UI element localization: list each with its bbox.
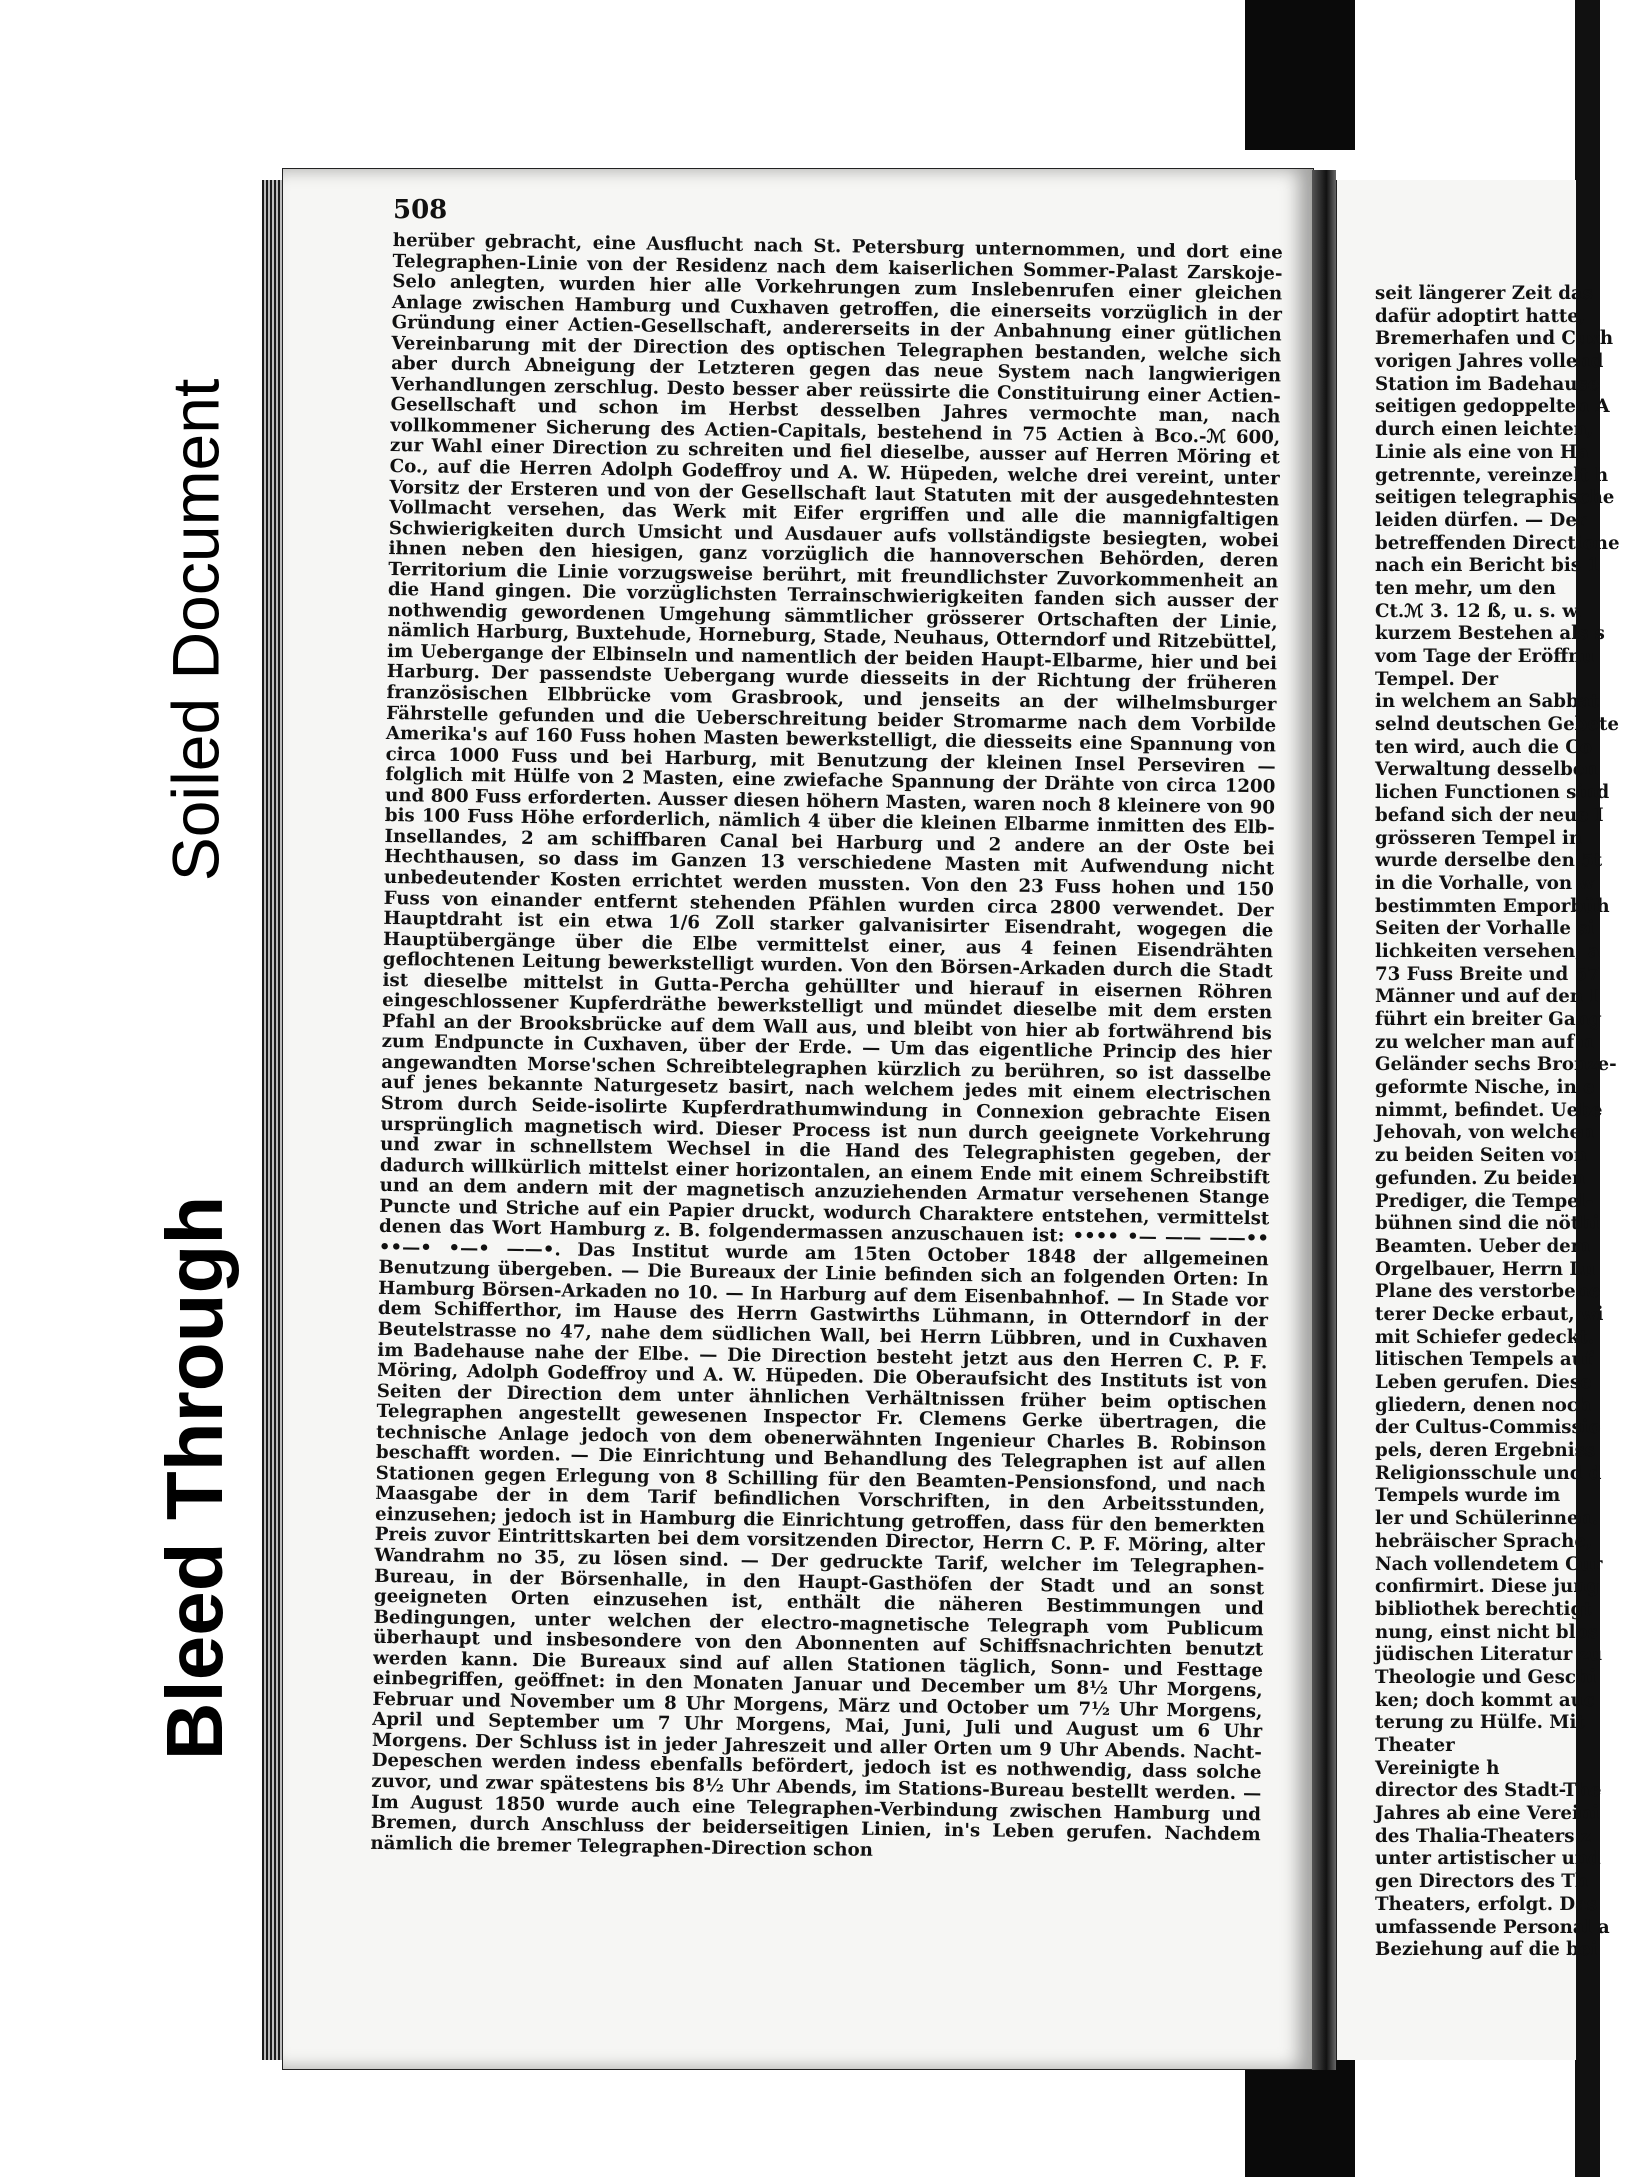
right-page-line: selnd deutschen Gebete [1375,714,1619,736]
right-page-line: director des Stadt-The [1375,1780,1602,1802]
right-page-line: Linie als eine von Ha [1375,441,1589,463]
right-page-line: Ct.ℳ 3. 12 ß, u. s. w. [1375,600,1583,622]
right-page-line: seitigen gedoppelten A [1375,396,1610,418]
right-page-line: kurzem Bestehen als s [1375,623,1605,645]
right-page-line: confirmirt. Diese jung [1375,1576,1600,1598]
black-bar-bottom [1245,2060,1355,2177]
right-page-line: durch einen leichten, [1375,419,1594,441]
right-page-line: mit Schiefer gedeckt. [1375,1326,1595,1348]
right-page-line: nung, einst nicht blos [1375,1621,1598,1643]
right-page-line: Religionsschule und d [1375,1462,1602,1484]
right-page-line: Station im Badehause [1375,373,1600,395]
black-bar-top [1245,0,1355,150]
right-page-line: bibliothek berechtigt [1375,1598,1592,1620]
right-page-line: in welchem an Sabbat [1375,691,1599,713]
right-page-line: Tempel. Der [1375,668,1499,690]
right-page-line: ten mehr, um den [1375,577,1556,599]
right-page-line: nimmt, befindet. Uebe [1375,1099,1603,1121]
right-page-line: Männer und auf den I [1375,986,1598,1008]
right-page-line: Theater [1375,1735,1455,1756]
right-page-line: litischen Tempels auf [1375,1349,1593,1371]
right-page-line: 73 Fuss Breite und 57 [1375,963,1600,985]
page-number: 508 [393,195,448,225]
right-page-line: Vereinigte h [1375,1757,1500,1779]
right-page-line: betreffenden Directione [1375,532,1620,554]
right-page-line: gen Directors des Th [1375,1871,1589,1893]
right-page-line: Leben gerufen. Diese [1375,1372,1592,1393]
right-page-line: geformte Nische, in e [1375,1077,1595,1099]
right-page-line: Beamten. Ueber dem [1375,1235,1590,1257]
right-page [1336,180,1620,2060]
left-page-body-text: herüber gebracht, eine Ausflucht nach St. Petersburg unternommen, und dort eine Telegraphen-Linie von der Residenz nach dem kaiserlichen Sommer-Palast Zarskoje-Selo anlegten, wurden hier alle Vorkehrungen zum Inslebenrufen einer gleichen Anlage zwischen Hamburg und Cuxhaven getroffen, die einerseits vorzüglich in der Gründung einer Actien-Gesellschaft, andererseits in der Anbahnung einer gütlichen Vereinbarung mit der Direction des optischen Telegraphen bestanden, welche sich aber durch Abneigung der Letzteren gegen das neue System nach langwierigen Verhandlungen zerschlug. Desto besser aber reüssirte die Constituirung einer Actien-Gesellschaft und schon im Herbst desselben Jahres vermochte man, nach vollkommener Sicherung des Actien-Capitals, bestehend in 75 Actien à Bco.-ℳ 600, zur Wahl einer Direction zu schreiten und fiel dieselbe, ausser auf Herren Möring et Co., auf die Herren Adolph Godeffroy und A. W. Hüpeden, welche drei vereint, unter Vorsitz der Ersteren und von der Gesellschaft laut Statuten mit der ausgedehntesten Vollmacht versehen, das Werk mit Eifer ergriffen und alle die mannigfaltigen Schwierigkeiten durch Umsicht und Ausdauer aufs vollständigste besiegten, wobei ihnen neben den hiesigen, ganz vorzüglich die hannoverschen Behörden, deren Territorium die Linie vorzugsweise berührt, mit freundlichster Zuvorkommenheit an die Hand gingen. Die vorzüglichsten Terrainschwierigkeiten fanden sich ausser der nothwendig gewordenen Umgehung sämmtlicher grösserer Ortschaften der Linie, nämlich Harburg, Buxtehude, Horneburg, Stade, Neuhaus, Otterndorf und Ritzebüttel, im Uebergange der Elbinseln und namentlich der beiden Haupt-Elbarme, hier und bei Harburg. Der passendste Uebergang wurde diesseits in der Richtung der früheren französischen Elbbrücke vom Grasbrook, und jenseits an der wilhelmsburger Fährstelle gefunden und die Ueberschreitung beider Stromarme nach dem Vorbilde Amerika's auf 160 Fuss hohen Masten bewerkstelligt, die diesseits eine Spannung von circa 1000 Fuss und bei Harburg, mit Benutzung der kleinen Insel Perseviren — folglich mit Hülfe von 2 Masten, eine zwiefache Spannung der Drähte von circa 1200 und 800 Fuss erforderten. Ausser diesen höhern Masten, waren noch 8 kleinere von 90 bis 100 Fuss Höhe erforderlich, nämlich 4 über die kleinen Elbarme inmitten des Elb-Insellandes, 2 am schiffbaren Canal bei Harburg und 2 andere an der Oste bei Hechthausen, so dass im Ganzen 13 verschiedene Masten mit Aufwendung nicht unbedeutender Kosten errichtet werden mussten. Von den 23 Fuss hohen und 150 Fuss von einander entfernt stehenden Pfählen wurden circa 2800 verwendet. Der Hauptdraht ist ein etwa 1/6 Zoll starker galvanisirter Eisendraht, wogegen die Hauptübergänge über die Elbe vermittelst einer, aus 4 feinen Eisendrähten geflochtenen Leitung bewerkstelligt wurden. Von den Börsen-Arkaden durch die Stadt ist dieselbe mittelst in Gutta-Percha gehüllter und hierauf in eisernen Röhren eingeschlossener Kupferdräthe bewerkstelligt und mündet dieselbe mit dem ersten Pfahl an der Brooksbrücke auf dem Wall aus, und bleibt von hier ab fortwährend bis zum Endpuncte in Cuxhaven, über der Erde. — Um das eigentliche Princip des hier angewandten Morse'schen Schreibtelegraphen kürzlich zu berühren, so ist dasselbe auf jenes bekannte Naturgesetz basirt, nach welchem jedes mit einem electrischen Strom durch Seide-isolirte Kupferdrathumwindung in Connexion gebrachte Eisen ursprünglich magnetisch wird. Dieser Process ist nun durch geeignete Vorkehrung und zwar in schnellstem Wechsel in die Hand des Telegraphisten gegeben, der dadurch willkürlich mittelst einer horizontalen, an einem Ende mit einem Schreibstift und an dem andern mit der magnetisch anzuziehenden Armatur versehenen Stange Puncte und Striche auf ein Papier druckt, wodurch Charaktere entstehen, vermittelst denen das Wort Hamburg z. B. folgendermassen anzuschauen ist: •••• •— —— ——•• ••—• •—• ——•. Das Institut wurde am 15ten October 1848 der allgemeinen Benutzung übergeben. — Die Bureaux der Linie befinden sich an folgenden Orten: In Hamburg Börsen-Arkaden no 10. — In Harburg auf dem Eisenbahnhof. — In Stade vor dem Schifferthor, im Hause des Herrn Gastwirths Lühmann, in Otterndorf in der Beutelstrasse no 47, nahe dem südlichen Wall, bei Herrn Lübbren, und in Cuxhaven im Badehause nahe der Elbe. — Die Direction besteht jetzt aus den Herren C. P. F. Möring, Adolph Godeffroy und A. W. Hüpeden. Die Oberaufsicht des Instituts ist von Seiten der Direction dem unter ähnlichen Verhältnissen früher beim optischen Telegraphen angestellt gewesenen Inspector Fr. Clemens Gerke übertragen, die technische Anlage jedoch von dem obenerwähnten Ingenieur Charles B. Robinson beschafft worden. — Die Einrichtung und Behandlung des Telegraphen ist auf allen Stationen gegen Erlegung von 8 Schilling für den Beamten-Pensionsfond, und nach Maasgabe der in dem Tarif befindlichen Vorschriften, in den Arbeitsstunden, einzusehen; jedoch ist in Hamburg die Einrichtung getroffen, dass für den bemerkten Preis zuvor Eintrittskarten bei dem vorsitzenden Director, Herrn C. P. F. Möring, alter Wandrahm no 35, zu lösen sind. — Der gedruckte Tarif, welcher im Telegraphen-Bureau, in der Börsenhalle, in den Haupt-Gasthöfen der Stadt und an sonst geeigneten Orten einzusehen ist, enthält die näheren Bestimmungen und Bedingungen, unter welchen der electro-magnetische Telegraph vom Publicum überhaupt und insbesondere von den Abonnenten auf Schiffsnachrichten benutzt werden kann. Die Bureaux sind auf allen Stationen täglich, Sonn- und Festtage einbegriffen, geöffnet: in den Monaten Januar und December um 8½ Uhr Morgens, Februar und November um 8 Uhr Morgens, März und October um 7½ Uhr Morgens, April und September um 7 Uhr Morgens, Mai, Juni, Juli und August um 6 Uhr Morgens. Der Schluss ist in jeder Jahreszeit und aller Orten um 9 Uhr Abends. Nacht-Depeschen werden indess ebenfalls befördert, jedoch ist es nothwendig, dass solche zuvor, und zwar spätestens bis 8½ Uhr Abends, im Stations-Bureau bestellt werden. — Im August 1850 wurde auch eine Telegraphen-Verbindung zwischen Hamburg und Bremen, durch Anschluss der beiderseitigen Linien, in's Leben gerufen. Nachdem nämlich die bremer Telegraphen-Direction schon [370,230,1283,1861]
right-page-line: Theologie und Geschi [1375,1666,1597,1688]
right-page-line: terung zu Hülfe. Mit [1375,1712,1585,1734]
right-page-line: Verwaltung desselben [1375,759,1598,781]
right-page-line: Plane des verstorbene [1375,1281,1601,1303]
right-page-line: vorigen Jahres vollend [1375,351,1604,373]
book-page-edges [262,180,284,2060]
right-page-line: terer Decke erbaut, wi [1375,1303,1604,1325]
right-page-line: gefunden. Zu beiden [1375,1167,1586,1189]
right-page-line: ken; doch kommt auc [1375,1689,1595,1711]
right-page-line: unter artistischer und [1375,1848,1601,1870]
soiled-document-label-text: Soiled Document [158,378,233,882]
right-page-line: ler und Schülerinnen. [1375,1508,1599,1530]
right-page-line: dafür adoptirt hatte, [1375,305,1586,327]
right-page-line: hebräischer Sprache, [1375,1530,1593,1552]
bleed-through-label-text: Bleed Through [150,1195,240,1760]
right-page-line: zu beiden Seiten von [1375,1145,1587,1167]
right-page-line: zu welcher man auf n [1375,1031,1594,1053]
right-page-line: Orgelbauer, Herrn Lu [1375,1258,1596,1280]
book-gutter [1312,170,1336,2070]
right-page-line: leiden dürfen. — Der [1375,509,1587,531]
right-page-line: lichkeiten versehen, a [1375,940,1600,962]
right-page-line: bestimmten Emporbüh [1375,895,1610,917]
right-page-line: des Thalia-Theaters z [1375,1825,1592,1847]
right-page-line: Nach vollendetem Cur [1375,1553,1603,1575]
right-page-line: getrennte, vereinzelt h [1375,464,1609,486]
right-page-line: in die Vorhalle, von w [1375,872,1595,894]
right-page-line: seit längerer Zeit das [1375,283,1593,304]
right-page-line: Theaters, erfolgt. Das [1375,1893,1598,1915]
right-page-line: seitigen telegraphische [1375,487,1615,509]
right-page-line: Prediger, die Tempel- [1375,1190,1594,1212]
bleed-through-label [115,1165,275,1790]
right-page-line: pels, deren Ergebniss [1375,1440,1596,1462]
right-page-line: lichen Functionen sind [1375,782,1610,804]
right-page-line: Jehovah, von welchen [1375,1122,1595,1144]
right-page-line: Beziehung auf die bei [1375,1939,1598,1961]
right-page-line: Bremerhafen und Cuxh [1375,328,1614,350]
right-page-body-text [1375,283,1635,1962]
soiled-document-label [125,330,265,930]
right-page-line: nach ein Bericht bis 1 [1375,555,1600,577]
left-page [282,168,1314,2070]
right-page-line: wurde derselbe den 5t [1375,850,1603,872]
right-page-line: jüdischen Literatur zu [1375,1644,1603,1666]
right-page-line: befand sich der neue I [1375,804,1604,826]
right-page-line: gliedern, denen noch [1375,1394,1592,1416]
right-page-line: umfassende Personal a [1375,1916,1610,1938]
right-page-line: grösseren Tempel in [1375,827,1583,849]
right-page-line: vom Tage der Eröffnu [1375,646,1595,667]
right-page-line: Jahres ab eine Vereini [1375,1803,1599,1825]
right-page-line: Tempels wurde im [1375,1485,1561,1507]
right-page-line: Geländer sechs Bronze- [1375,1054,1617,1076]
right-page-line: ten wird, auch die Co [1375,736,1592,758]
right-page-line: bühnen sind die nöthi [1375,1213,1600,1235]
right-page-line: führt ein breiter Gang [1375,1009,1602,1030]
right-page-line: Seiten der Vorhalle si [1375,918,1595,940]
right-page-line: der Cultus-Commissio [1375,1417,1601,1439]
